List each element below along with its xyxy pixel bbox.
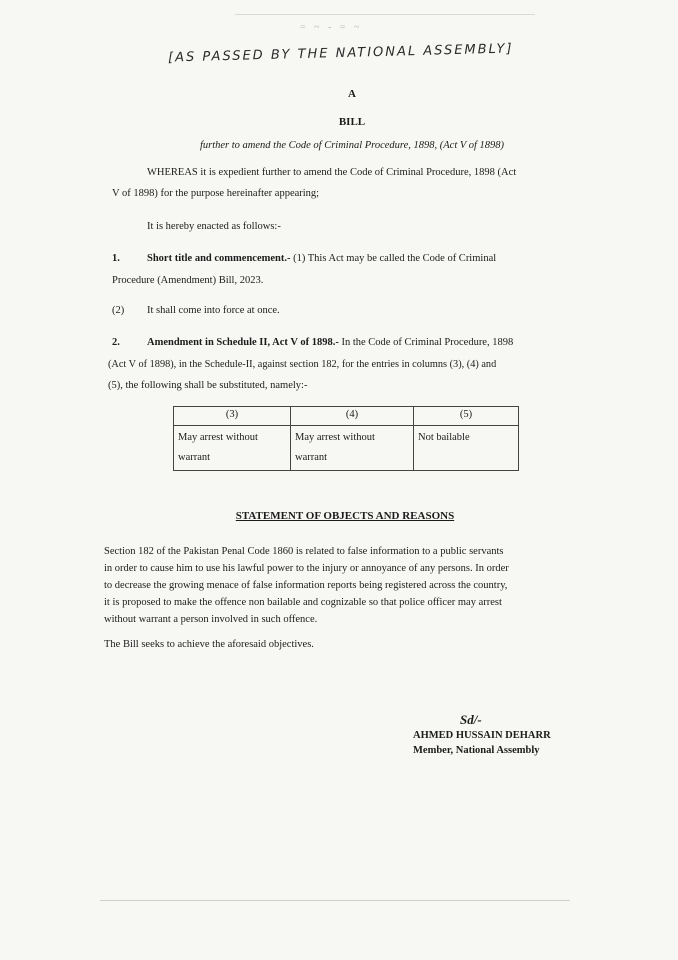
section1-sub2-text: It shall come into force at once. [147,305,280,316]
signature-designation: Member, National Assembly [413,745,540,756]
schedule-cell-col4: May arrest without warrant [291,426,414,471]
schedule-header-col5: (5) [414,407,519,426]
bill-article: A [348,88,356,100]
statement-line4: it is proposed to make the offence non bailable and cognizable so that police officer may arrest [104,597,502,608]
section2-text-line1: In the Code of Criminal Procedure, 1898 [341,337,514,348]
section1-heading: Short title and commencement.- [147,253,291,264]
schedule-cell-col5: Not bailable [414,426,519,471]
handwritten-passed-note: [AS PASSED BY THE NATIONAL ASSEMBLY] [167,41,514,66]
statement-heading: STATEMENT OF OBJECTS AND REASONS [235,510,455,522]
signature-sd: Sd/- [460,712,482,727]
section2-text-line2: (Act V of 1898), in the Schedule-II, against section 182, for the entries in columns (3), (4) and [108,359,497,370]
statement-line3: to decrease the growing menace of false information reports being registered across the country, [104,580,508,591]
section2-line1 [147,332,513,353]
statement-closing: The Bill seeks to achieve the aforesaid objectives. [104,639,314,650]
schedule-header-col3: (3) [174,407,291,426]
section1-number: 1. [112,253,120,264]
section1-text-line1: (1) This Act may be called the Code of Criminal [293,253,497,264]
bill-subtitle: further to amend the Code of Criminal Procedure, 1898, (Act V of 1898) [199,140,505,151]
statement-line2: in order to cause him to use his lawful power to the injury or annoyance of any persons. In order [104,563,509,574]
section1-text-line2: Procedure (Amendment) Bill, 2023. [112,275,264,286]
schedule-cell-col3: May arrest without warrant [174,426,291,471]
faint-stamp: = ~ - = ~ [300,22,363,33]
schedule-header-row [174,407,519,426]
preamble-whereas-line2: V of 1898) for the purpose hereinafter appearing; [112,188,320,199]
signature-name: AHMED HUSSAIN DEHARR [413,730,551,741]
section1-sub2-number: (2) [112,305,125,316]
schedule-entry-row [174,426,519,471]
schedule-header-col4: (4) [291,407,414,426]
preamble-whereas-line1: WHEREAS it is expedient further to amend the Code of Criminal Procedure, 1898 (Act [147,167,517,178]
section2-text-line3: (5), the following shall be substituted, namely:- [108,380,308,391]
section2-number: 2. [112,337,120,348]
schedule-table [173,406,519,471]
bottom-scan-rule [100,900,570,901]
bill-title: BILL [338,116,366,128]
statement-line1: Section 182 of the Pakistan Penal Code 1860 is related to false information to a public servants [104,546,504,557]
section2-heading: Amendment in Schedule II, Act V of 1898.- [147,337,339,348]
section1-line1 [147,248,496,269]
top-scan-rule [235,14,535,15]
statement-line5: without warrant a person involved in such offence. [104,614,318,625]
preamble-enacted: It is hereby enacted as follows:- [147,221,281,232]
